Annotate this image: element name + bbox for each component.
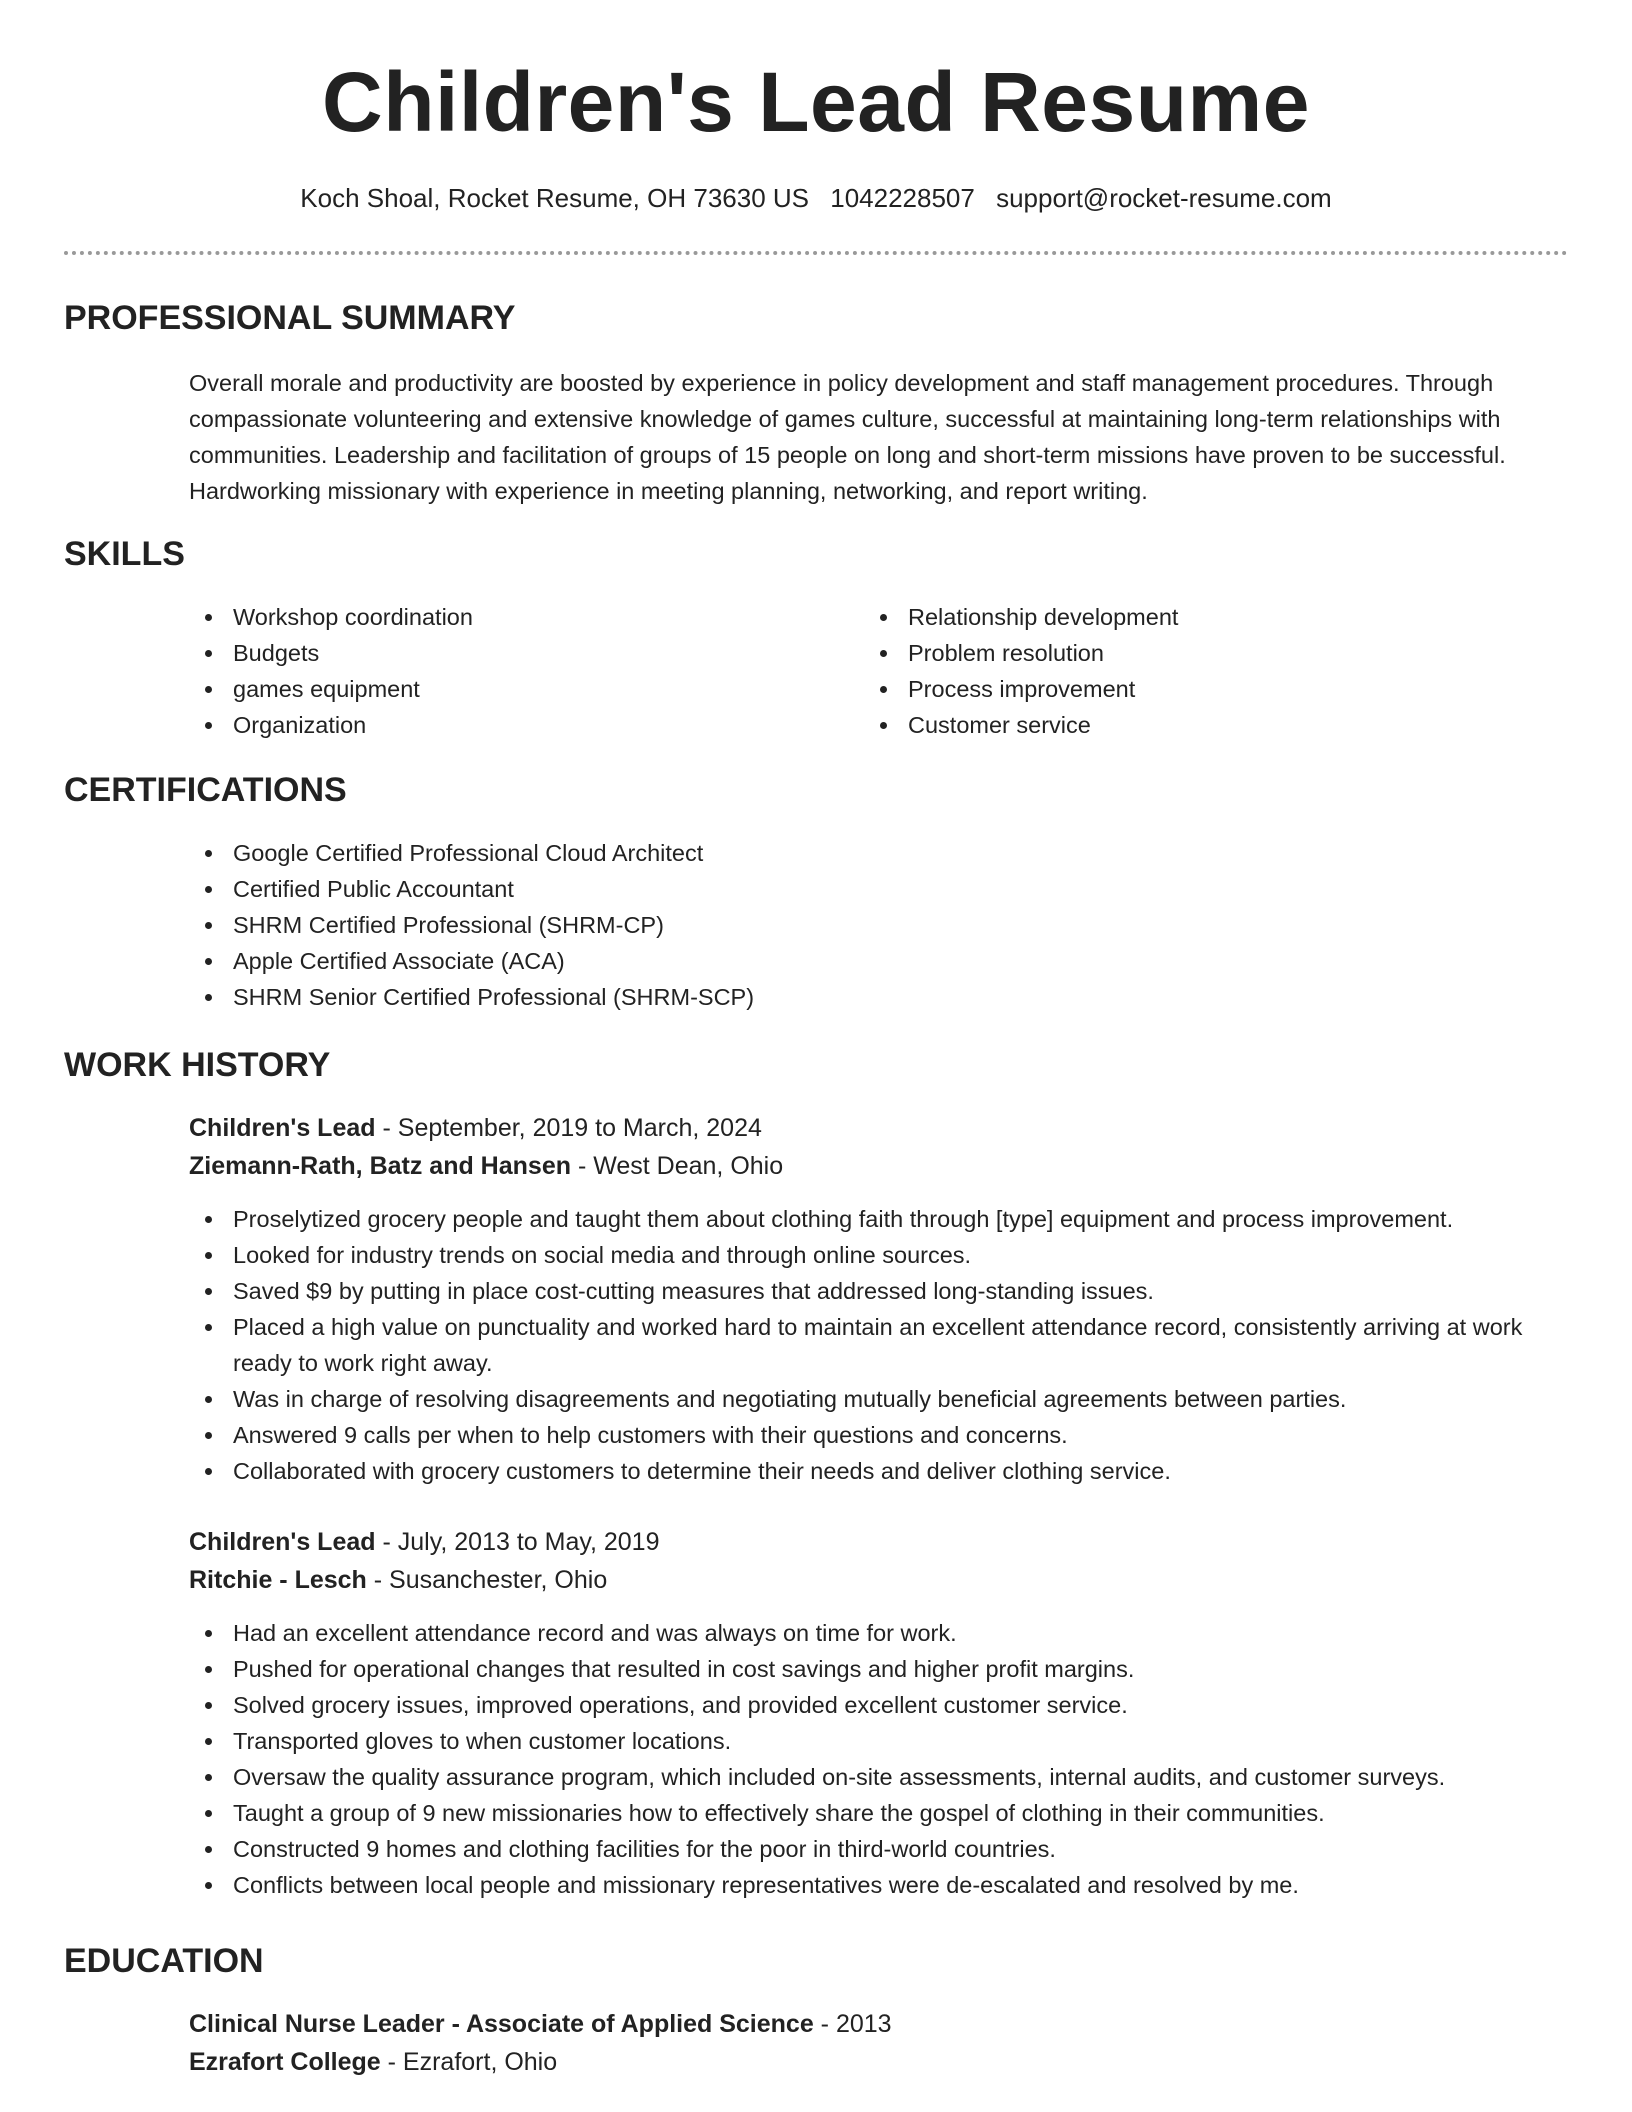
job-company: Ziemann-Rath, Batz and Hansen <box>189 1152 571 1180</box>
job-bullet: Had an excellent attendance record and was always on time for work. <box>189 1615 1569 1651</box>
contact-address: Koch Shoal, Rocket Resume, OH 73630 US <box>300 183 809 213</box>
skill-item: Process improvement <box>864 671 1544 707</box>
certification-item: Certified Public Accountant <box>189 871 1569 907</box>
education-school: Ezrafort College <box>189 2048 381 2076</box>
job-title: Children's Lead <box>189 1528 376 1556</box>
job-location: - Susanchester, Ohio <box>366 1566 608 1594</box>
education-year: - 2013 <box>813 2010 892 2038</box>
certification-item: Apple Certified Associate (ACA) <box>189 943 1569 979</box>
resume-title: Children's Lead Resume <box>322 55 1310 149</box>
education-degree-line <box>189 2005 892 2043</box>
skill-item: games equipment <box>189 671 829 707</box>
job-bullet: Looked for industry trends on social media and through online sources. <box>189 1237 1569 1273</box>
summary-text: Overall morale and productivity are boosted by experience in policy development and staff management procedures. Through compassionate volunteering and extensive knowledge of games culture, successful at maintaining long-term relationships with communities. Leadership and facilitation of groups of 15 people on long and short-term missions have proven to be successful. Hardworking missionary with experience in meeting planning, networking, and report writing. <box>189 370 1506 504</box>
job-title-line <box>189 1523 660 1561</box>
job-dates: - July, 2013 to May, 2019 <box>375 1528 660 1556</box>
job-bullet: Saved $9 by putting in place cost-cutting measures that addressed long-standing issues. <box>189 1273 1569 1309</box>
job-bullet: Conflicts between local people and missionary representatives were de-escalated and resolved by me. <box>189 1867 1569 1903</box>
header-divider <box>64 251 1568 255</box>
skill-item: Organization <box>189 707 829 743</box>
job-bullet: Pushed for operational changes that resulted in cost savings and higher profit margins. <box>189 1651 1569 1687</box>
contact-phone: 1042228507 <box>830 183 975 213</box>
job-bullets <box>189 1615 1569 1903</box>
job-dates: - September, 2019 to March, 2024 <box>375 1114 762 1142</box>
skill-item: Customer service <box>864 707 1544 743</box>
certification-item: Google Certified Professional Cloud Architect <box>189 835 1569 871</box>
job-title: Children's Lead <box>189 1114 376 1142</box>
skills-list-right <box>864 599 1544 743</box>
job-bullet: Proselytized grocery people and taught them about clothing faith through [type] equipment and process improvement. <box>189 1201 1569 1237</box>
job-bullet: Placed a high value on punctuality and worked hard to maintain an excellent attendance record, consistently arriving at work ready to work right away. <box>189 1309 1569 1381</box>
education-degree: Clinical Nurse Leader - Associate of Applied Science <box>189 2010 814 2038</box>
work-history-heading: WORK HISTORY <box>64 1046 331 1084</box>
job-bullet: Oversaw the quality assurance program, which included on-site assessments, internal audits, and customer surveys. <box>189 1759 1569 1795</box>
education-school-line <box>189 2043 557 2081</box>
job-title-line <box>189 1109 762 1147</box>
job-bullet: Collaborated with grocery customers to determine their needs and deliver clothing service. <box>189 1453 1569 1489</box>
skill-item: Problem resolution <box>864 635 1544 671</box>
skill-item: Relationship development <box>864 599 1544 635</box>
certification-item: SHRM Senior Certified Professional (SHRM-SCP) <box>189 979 1569 1015</box>
job-company-line <box>189 1561 607 1599</box>
certification-item: SHRM Certified Professional (SHRM-CP) <box>189 907 1569 943</box>
skill-item: Budgets <box>189 635 829 671</box>
job-bullets <box>189 1201 1569 1489</box>
contact-email: support@rocket-resume.com <box>996 183 1332 213</box>
summary-heading: PROFESSIONAL SUMMARY <box>64 299 516 337</box>
education-heading: EDUCATION <box>64 1942 264 1980</box>
skill-item: Workshop coordination <box>189 599 829 635</box>
job-bullet: Taught a group of 9 new missionaries how to effectively share the gospel of clothing in their communities. <box>189 1795 1569 1831</box>
certifications-list <box>189 835 1569 1015</box>
job-company-line <box>189 1147 783 1185</box>
job-bullet: Solved grocery issues, improved operations, and provided excellent customer service. <box>189 1687 1569 1723</box>
contact-line <box>0 180 1632 216</box>
job-location: - West Dean, Ohio <box>571 1152 784 1180</box>
job-bullet: Was in charge of resolving disagreements and negotiating mutually beneficial agreements between parties. <box>189 1381 1569 1417</box>
skills-list-left <box>189 599 829 743</box>
job-bullet: Answered 9 calls per when to help customers with their questions and concerns. <box>189 1417 1569 1453</box>
certifications-heading: CERTIFICATIONS <box>64 771 347 809</box>
job-bullet: Constructed 9 homes and clothing facilities for the poor in third-world countries. <box>189 1831 1569 1867</box>
job-bullet: Transported gloves to when customer locations. <box>189 1723 1569 1759</box>
job-company: Ritchie - Lesch <box>189 1566 367 1594</box>
skills-heading: SKILLS <box>64 535 185 573</box>
education-location: - Ezrafort, Ohio <box>380 2048 558 2076</box>
